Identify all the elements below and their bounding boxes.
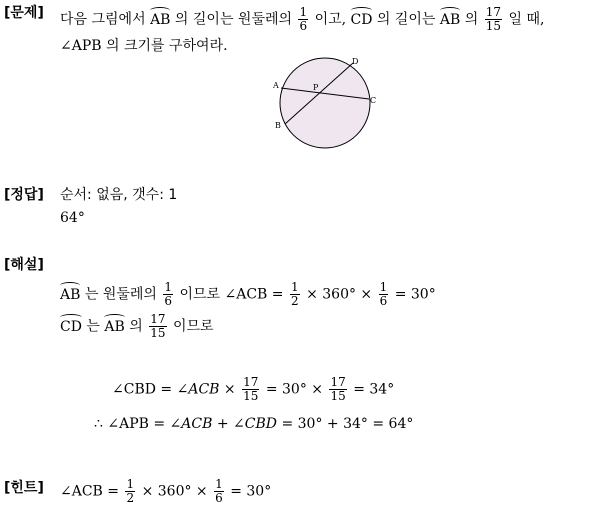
solution-equation-2: ∴ ∠APB = ∠ACB + ∠CBD = 30° + 34° = 64° (94, 416, 414, 432)
solution-text: 이므로 (172, 318, 214, 335)
fraction: $\frac{17}{15}$ (150, 312, 166, 340)
solution-text: × 360° × (306, 286, 373, 303)
answer-tag: [정답] (4, 187, 44, 203)
hint-line: ∠ACB = $\frac{1}{2}$ × 360° × $\frac{1}{6}$ = 30° (60, 477, 272, 505)
arc-ab: AB (60, 286, 81, 303)
fraction: $\frac{1}{6}$ (164, 280, 173, 308)
solution-text: = 30° (394, 286, 436, 303)
problem-line-1 (60, 6, 544, 33)
solution-tag: [해설] (4, 257, 44, 273)
solution-text: 는 (86, 318, 100, 335)
arc-ab: AB (439, 11, 461, 28)
arc-ab: AB (104, 318, 125, 335)
label-b: B (275, 121, 281, 130)
problem-text: 다음 그림에서 (60, 11, 146, 28)
fraction: $\frac{1}{2}$ (290, 280, 299, 308)
problem-text: 의 길이는 원둘레의 (174, 11, 293, 28)
label-d: D (352, 57, 359, 66)
fraction: $\frac{17}{15}$ (485, 5, 502, 33)
problem-text: 의 (464, 11, 479, 28)
circle-figure (266, 52, 386, 152)
fraction: $\frac{17}{15}$ (330, 375, 346, 403)
fraction: $\frac{1}{2}$ (126, 477, 135, 505)
fraction: $\frac{1}{6}$ (215, 477, 223, 505)
hint-tag: [힌트] (4, 480, 44, 496)
problem-text: 일 때, (508, 11, 545, 28)
solution-text: 의 (129, 318, 143, 335)
label-c: C (370, 96, 377, 105)
arc-cd: CD (60, 318, 82, 335)
fraction: $\frac{17}{15}$ (243, 375, 259, 403)
arc-cd: CD (350, 11, 373, 28)
label-p: P (313, 83, 319, 92)
label-a: A (273, 81, 279, 90)
circle (280, 58, 370, 148)
solution-text: 이므로 ∠ACB = (179, 286, 284, 303)
fraction: $\frac{1}{6}$ (379, 280, 388, 308)
solution-text: 는 원둘레의 (84, 286, 157, 303)
problem-line-2: ∠APB 의 크기를 구하여라. (60, 38, 228, 54)
solution-line-1 (60, 281, 436, 308)
problem-text: 이고, (314, 11, 347, 28)
problem-text: 의 길이는 (376, 11, 436, 28)
problem-tag: [문제] (4, 5, 44, 21)
arc-ab: AB (150, 11, 171, 28)
answer-value: 64° (60, 210, 85, 226)
solution-equation-1: ∠CBD = ∠ACB × $\frac{17}{15}$ = 30° × $\frac{17}{15}$ = 34° (112, 375, 395, 403)
solution-line-2 (60, 313, 214, 340)
fraction: $\frac{1}{6}$ (299, 5, 308, 33)
answer-line: 순서: 없음, 갯수: 1 (60, 187, 178, 203)
